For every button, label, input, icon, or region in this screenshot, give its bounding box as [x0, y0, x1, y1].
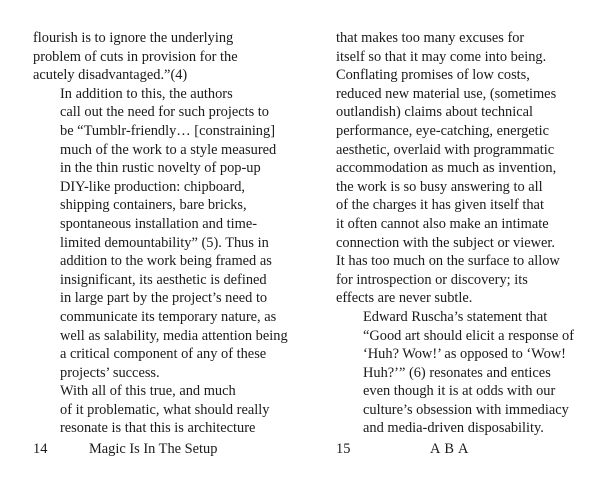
text-line: flourish is to ignore the underlying [33, 30, 234, 46]
text-line: addition to the work being framed as [60, 253, 272, 270]
text-line: Huh?’” (6) resonates and entices [363, 364, 551, 381]
right-page-footer [336, 440, 473, 458]
text-line: insignificant, its aesthetic is defined [60, 271, 267, 288]
text-line: for introspection or discovery; its [336, 271, 528, 288]
text-line: connection with the subject or viewer. [336, 234, 555, 251]
text-line: Conflating promises of low costs, [336, 67, 530, 84]
text-line: in the thin rustic novelty of pop-up [60, 160, 261, 177]
text-line: reduced new material use, (sometimes [336, 85, 557, 102]
text-line: aesthetic, overlaid with programmatic [336, 141, 555, 158]
left-page [33, 29, 288, 438]
running-title: Magic Is In The Setup [89, 441, 218, 457]
text-line: a critical component of any of these [60, 346, 267, 363]
text-line: it often cannot also make an intimate [336, 215, 549, 232]
text-line: even though it is at odds with our [363, 383, 556, 400]
text-line: much of the work to a style measured [60, 141, 277, 158]
page-number: 15 [336, 441, 351, 457]
text-line: “Good art should elicit a response of [363, 327, 575, 344]
text-line: shipping containers, bare bricks, [60, 197, 247, 214]
text-line: that makes too many excuses for [336, 30, 525, 46]
text-line: It has too much on the surface to allow [336, 253, 560, 270]
text-line: be “Tumblr-friendly… [constraining] [60, 122, 275, 139]
left-page-footer [33, 440, 218, 458]
left-page-body [33, 29, 288, 438]
text-line: resonate is that this is architecture [60, 420, 256, 437]
text-line: communicate its temporary nature, as [60, 308, 277, 325]
text-line: Edward Ruscha’s statement that [363, 308, 548, 325]
text-line: problem of cuts in provision for the [33, 48, 238, 65]
text-line: and media-driven disposability. [363, 420, 544, 437]
text-line: itself so that it may come into being. [336, 48, 547, 65]
right-page [336, 29, 586, 438]
text-line: performance, eye-catching, energetic [336, 122, 550, 139]
text-line: ‘Huh? Wow!’ as opposed to ‘Wow! [363, 346, 566, 363]
text-line: DIY-like production: chipboard, [60, 178, 246, 195]
text-line: call out the need for such projects to [60, 104, 269, 121]
text-line: of the charges it has given itself that [336, 197, 544, 214]
paragraph [33, 29, 283, 85]
text-line: effects are never subtle. [336, 290, 473, 307]
text-line: accommodation as much as invention, [336, 160, 557, 177]
paragraph [33, 382, 283, 438]
paragraph [33, 85, 288, 383]
text-line: spontaneous installation and time- [60, 215, 258, 232]
text-line: With all of this true, and much [60, 383, 236, 400]
running-title: ABA [430, 441, 473, 457]
paragraph [336, 308, 586, 438]
text-line: the work is so busy answering to all [336, 178, 543, 195]
text-line: outlandish) claims about technical [336, 104, 534, 121]
text-line: limited demountability” (5). Thus in [60, 234, 269, 251]
text-line: projects’ success. [60, 364, 160, 381]
right-page-body [336, 29, 586, 438]
text-line: in large part by the project’s need to [60, 290, 268, 307]
text-line: culture’s obsession with immediacy [363, 401, 569, 418]
text-line: In addition to this, the authors [60, 85, 233, 102]
text-line: well as salability, media attention being [60, 327, 288, 344]
text-line: of it problematic, what should really [60, 401, 270, 418]
page-number: 14 [33, 441, 48, 457]
paragraph [336, 29, 586, 308]
text-line: acutely disadvantaged.”(4) [33, 67, 188, 84]
